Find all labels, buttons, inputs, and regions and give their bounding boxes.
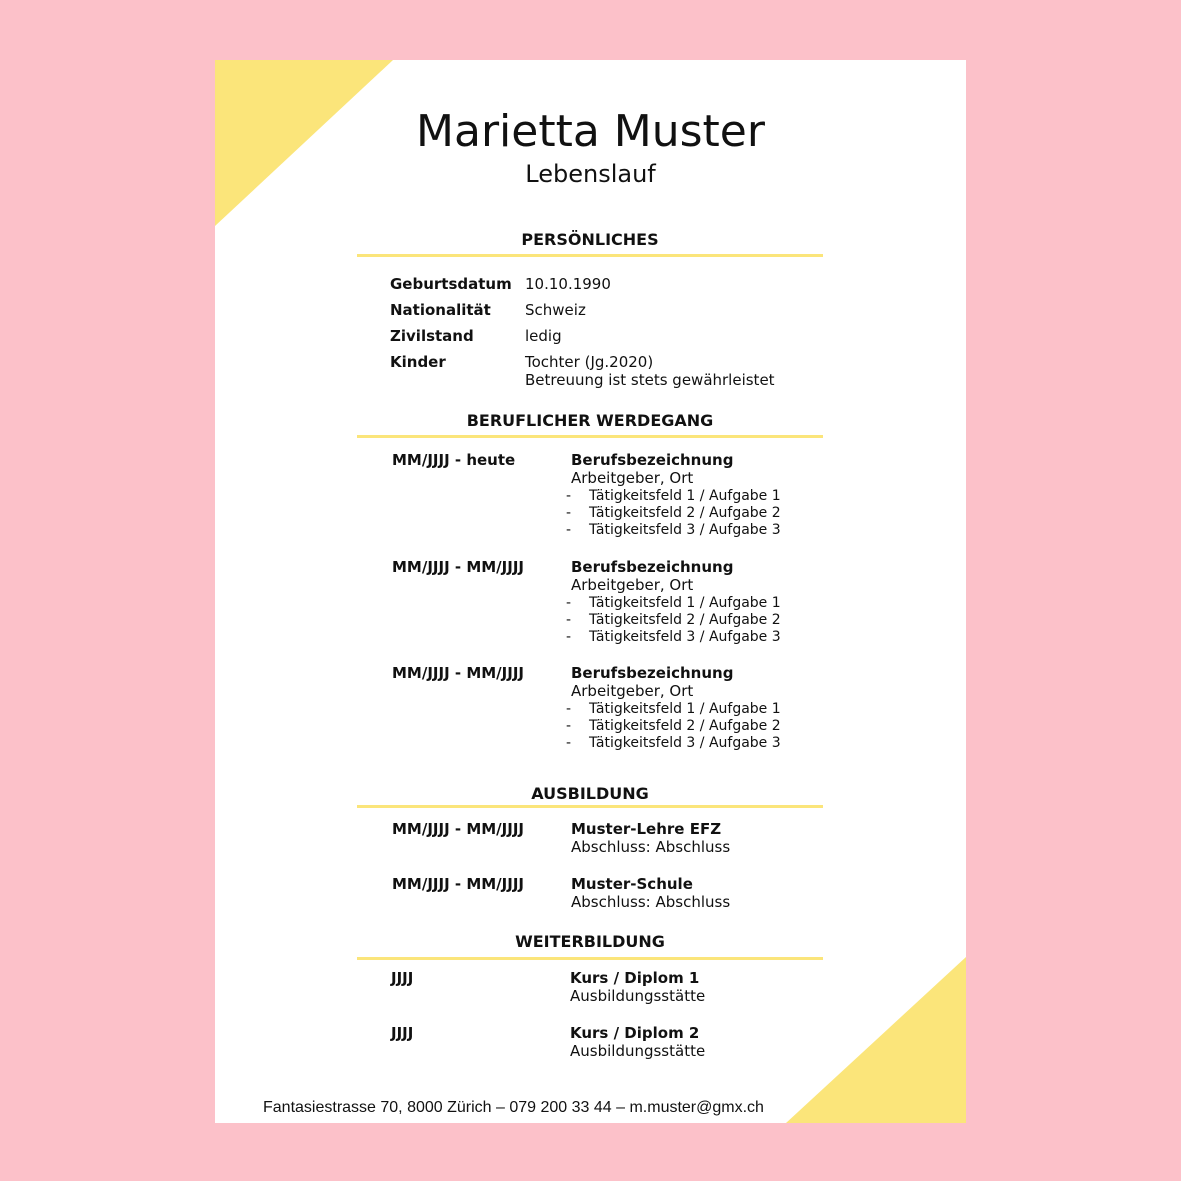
value-civil-status: ledig [525, 327, 562, 345]
task-bullet: - [566, 505, 572, 521]
task-bullet: - [566, 522, 572, 538]
career-task: Tätigkeitsfeld 3 / Aufgabe 3 [589, 735, 781, 751]
training-date: JJJJ [391, 969, 414, 987]
section-heading-training: WEITERBILDUNG [515, 932, 665, 951]
task-bullet: - [566, 701, 572, 717]
education-date: MM/JJJJ - MM/JJJJ [392, 875, 524, 893]
education-title: Muster-Lehre EFZ [571, 820, 722, 838]
career-task: Tätigkeitsfeld 2 / Aufgabe 2 [589, 718, 781, 734]
career-employer: Arbeitgeber, Ort [571, 576, 694, 594]
career-title: Berufsbezeichnung [571, 451, 734, 469]
task-bullet: - [566, 488, 572, 504]
education-date: MM/JJJJ - MM/JJJJ [392, 820, 524, 838]
training-date: JJJJ [391, 1024, 414, 1042]
career-task: Tätigkeitsfeld 1 / Aufgabe 1 [589, 701, 781, 717]
value-children: Tochter (Jg.2020) [525, 353, 654, 371]
section-heading-education: AUSBILDUNG [531, 784, 649, 803]
person-name: Marietta Muster [416, 106, 765, 157]
career-title: Berufsbezeichnung [571, 664, 734, 682]
cv-page [215, 60, 966, 1123]
label-nationality: Nationalität [390, 301, 491, 319]
task-bullet: - [566, 612, 572, 628]
training-institution: Ausbildungsstätte [570, 1042, 706, 1060]
career-task: Tätigkeitsfeld 3 / Aufgabe 3 [589, 522, 781, 538]
career-task: Tätigkeitsfeld 1 / Aufgabe 1 [589, 488, 781, 504]
section-rule [357, 254, 823, 257]
section-rule [357, 957, 823, 960]
career-date: MM/JJJJ - heute [392, 451, 516, 469]
education-degree: Abschluss: Abschluss [571, 893, 731, 911]
corner-triangle-bottom-right [786, 957, 966, 1123]
career-date: MM/JJJJ - MM/JJJJ [392, 664, 524, 682]
section-heading-career: BERUFLICHER WERDEGANG [466, 411, 714, 430]
document-subtitle: Lebenslauf [525, 160, 656, 188]
task-bullet: - [566, 718, 572, 734]
section-rule [357, 435, 823, 438]
label-civil-status: Zivilstand [390, 327, 474, 345]
training-title: Kurs / Diplom 2 [570, 1024, 700, 1042]
section-rule [357, 805, 823, 808]
education-title: Muster-Schule [571, 875, 693, 893]
label-birthdate: Geburtsdatum [390, 275, 512, 293]
contact-footer: Fantasiestrasse 70, 8000 Zürich – 079 200 33 44 – m.muster@gmx.ch [263, 1099, 764, 1116]
education-degree: Abschluss: Abschluss [571, 838, 731, 856]
career-task: Tätigkeitsfeld 2 / Aufgabe 2 [589, 505, 781, 521]
value-birthdate: 10.10.1990 [525, 275, 611, 293]
training-institution: Ausbildungsstätte [570, 987, 706, 1005]
section-heading-personal: PERSÖNLICHES [521, 230, 659, 249]
task-bullet: - [566, 735, 572, 751]
label-children: Kinder [390, 353, 446, 371]
value-nationality: Schweiz [525, 301, 586, 319]
task-bullet: - [566, 629, 572, 645]
career-task: Tätigkeitsfeld 3 / Aufgabe 3 [589, 629, 781, 645]
value-children-note: Betreuung ist stets gewährleistet [525, 371, 775, 389]
career-task: Tätigkeitsfeld 2 / Aufgabe 2 [589, 612, 781, 628]
career-date: MM/JJJJ - MM/JJJJ [392, 558, 524, 576]
career-employer: Arbeitgeber, Ort [571, 682, 694, 700]
career-employer: Arbeitgeber, Ort [571, 469, 694, 487]
career-task: Tätigkeitsfeld 1 / Aufgabe 1 [589, 595, 781, 611]
training-title: Kurs / Diplom 1 [570, 969, 700, 987]
career-title: Berufsbezeichnung [571, 558, 734, 576]
task-bullet: - [566, 595, 572, 611]
